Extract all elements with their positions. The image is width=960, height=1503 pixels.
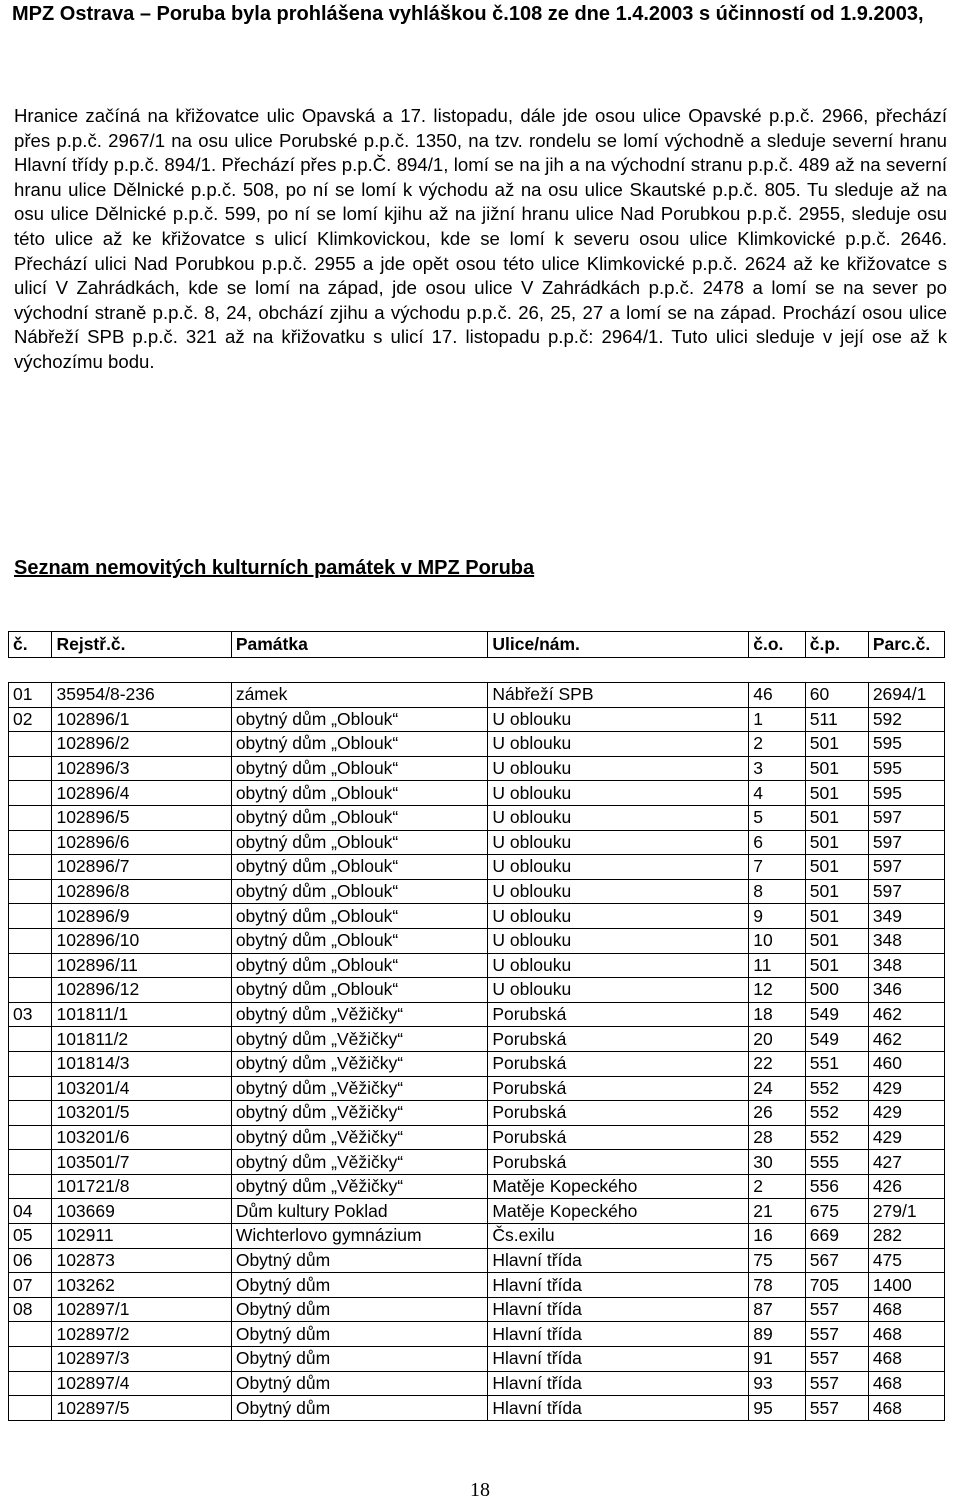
- cell-ulice: Porubská: [488, 1150, 749, 1175]
- document-title: MPZ Ostrava – Poruba byla prohlášena vyhláškou č.108 ze dne 1.4.2003 s účinností od 1.9.2003,: [12, 3, 924, 25]
- cell-cislo: [9, 805, 52, 830]
- cell-ulice: U oblouku: [488, 953, 749, 978]
- cell-pamatka: obytný dům „Věžičky“: [231, 1150, 488, 1175]
- cell-pamatka: Obytný dům: [231, 1371, 488, 1396]
- table-row: [9, 1322, 945, 1347]
- cell-cp: 549: [805, 1002, 868, 1027]
- cell-ulice: Hlavní třída: [488, 1248, 749, 1273]
- cell-pamatka: Obytný dům: [231, 1347, 488, 1372]
- header-cp: č.p.: [805, 632, 868, 658]
- table-row: [9, 953, 945, 978]
- cell-pamatka: obytný dům „Oblouk“: [231, 830, 488, 855]
- cell-pamatka: Obytný dům: [231, 1273, 488, 1298]
- cell-parc: 462: [868, 1027, 944, 1052]
- cell-cp: 501: [805, 855, 868, 880]
- cell-cislo: [9, 830, 52, 855]
- cell-ulice: Nábřeží SPB: [488, 683, 749, 708]
- cell-cislo: [9, 1371, 52, 1396]
- cell-pamatka: obytný dům „Oblouk“: [231, 756, 488, 781]
- cell-rejstrik: 101811/2: [52, 1027, 231, 1052]
- cell-co: 22: [749, 1051, 806, 1076]
- table-row: [9, 1248, 945, 1273]
- cell-cislo: [9, 781, 52, 806]
- cell-cp: 705: [805, 1273, 868, 1298]
- cell-rejstrik: 103201/4: [52, 1076, 231, 1101]
- cell-pamatka: obytný dům „Věžičky“: [231, 1125, 488, 1150]
- cell-parc: 282: [868, 1224, 944, 1249]
- cell-pamatka: obytný dům „Oblouk“: [231, 928, 488, 953]
- cell-cp: 501: [805, 805, 868, 830]
- section-heading: Seznam nemovitých kulturních památek v MPZ Poruba: [14, 557, 535, 579]
- cell-parc: 597: [868, 879, 944, 904]
- table-header-row: [9, 632, 945, 658]
- cell-ulice: U oblouku: [488, 978, 749, 1003]
- table-row: [9, 1076, 945, 1101]
- cell-rejstrik: 102911: [52, 1224, 231, 1249]
- cell-rejstrik: 103669: [52, 1199, 231, 1224]
- cell-parc: 462: [868, 1002, 944, 1027]
- cell-pamatka: Obytný dům: [231, 1322, 488, 1347]
- table-row: [9, 732, 945, 757]
- cell-rejstrik: 102897/4: [52, 1371, 231, 1396]
- cell-parc: 597: [868, 805, 944, 830]
- cell-co: 20: [749, 1027, 806, 1052]
- cell-co: 89: [749, 1322, 806, 1347]
- cell-co: 30: [749, 1150, 806, 1175]
- header-cislo: č.: [9, 632, 52, 658]
- cell-cislo: [9, 855, 52, 880]
- table-row: [9, 855, 945, 880]
- cell-rejstrik: 101721/8: [52, 1174, 231, 1199]
- cell-ulice: U oblouku: [488, 781, 749, 806]
- cell-ulice: U oblouku: [488, 707, 749, 732]
- cell-pamatka: obytný dům „Oblouk“: [231, 732, 488, 757]
- cell-ulice: Hlavní třída: [488, 1371, 749, 1396]
- cell-cislo: [9, 1125, 52, 1150]
- cell-cislo: [9, 928, 52, 953]
- cell-pamatka: obytný dům „Věžičky“: [231, 1101, 488, 1126]
- cell-co: 8: [749, 879, 806, 904]
- cell-co: 2: [749, 732, 806, 757]
- cell-rejstrik: 102896/3: [52, 756, 231, 781]
- cell-pamatka: obytný dům „Oblouk“: [231, 953, 488, 978]
- cell-co: 24: [749, 1076, 806, 1101]
- table-row: [9, 1224, 945, 1249]
- table-row: [9, 879, 945, 904]
- cell-rejstrik: 102897/2: [52, 1322, 231, 1347]
- cell-pamatka: Wichterlovo gymnázium: [231, 1224, 488, 1249]
- header-co: č.o.: [749, 632, 806, 658]
- cell-pamatka: obytný dům „Věžičky“: [231, 1027, 488, 1052]
- header-parc: Parc.č.: [868, 632, 944, 658]
- cell-co: 93: [749, 1371, 806, 1396]
- cell-pamatka: obytný dům „Věžičky“: [231, 1174, 488, 1199]
- cell-cislo: [9, 1174, 52, 1199]
- cell-co: 75: [749, 1248, 806, 1273]
- header-rejstrik: Rejstř.č.: [52, 632, 231, 658]
- cell-rejstrik: 102897/3: [52, 1347, 231, 1372]
- cell-cp: 556: [805, 1174, 868, 1199]
- cell-cp: 500: [805, 978, 868, 1003]
- cell-pamatka: Dům kultury Poklad: [231, 1199, 488, 1224]
- cell-pamatka: obytný dům „Oblouk“: [231, 855, 488, 880]
- table-row: [9, 756, 945, 781]
- table-row: [9, 1125, 945, 1150]
- cell-cislo: [9, 1322, 52, 1347]
- cell-co: 16: [749, 1224, 806, 1249]
- cell-co: 46: [749, 683, 806, 708]
- cell-cp: 557: [805, 1371, 868, 1396]
- table-row: [9, 1371, 945, 1396]
- cell-cislo: [9, 1396, 52, 1421]
- cell-pamatka: zámek: [231, 683, 488, 708]
- cell-cislo: [9, 1101, 52, 1126]
- cell-ulice: U oblouku: [488, 855, 749, 880]
- cell-cp: 511: [805, 707, 868, 732]
- cell-cp: 501: [805, 732, 868, 757]
- table-row: [9, 1396, 945, 1421]
- cell-parc: 348: [868, 953, 944, 978]
- cell-ulice: Porubská: [488, 1101, 749, 1126]
- cell-rejstrik: 102873: [52, 1248, 231, 1273]
- cell-parc: 1400: [868, 1273, 944, 1298]
- table-row: [9, 683, 945, 708]
- cell-rejstrik: 102896/10: [52, 928, 231, 953]
- cell-co: 10: [749, 928, 806, 953]
- cell-co: 78: [749, 1273, 806, 1298]
- cell-co: 87: [749, 1297, 806, 1322]
- cell-co: 18: [749, 1002, 806, 1027]
- cell-co: 3: [749, 756, 806, 781]
- cell-cislo: 08: [9, 1297, 52, 1322]
- cell-parc: 468: [868, 1396, 944, 1421]
- cell-parc: 460: [868, 1051, 944, 1076]
- cell-co: 21: [749, 1199, 806, 1224]
- cell-cislo: [9, 1347, 52, 1372]
- cell-cp: 669: [805, 1224, 868, 1249]
- cell-parc: 429: [868, 1125, 944, 1150]
- cell-parc: 348: [868, 928, 944, 953]
- cell-co: 6: [749, 830, 806, 855]
- cell-pamatka: obytný dům „Oblouk“: [231, 707, 488, 732]
- cell-ulice: Hlavní třída: [488, 1273, 749, 1298]
- cell-parc: 279/1: [868, 1199, 944, 1224]
- cell-ulice: U oblouku: [488, 904, 749, 929]
- cell-cp: 501: [805, 928, 868, 953]
- cell-ulice: Hlavní třída: [488, 1297, 749, 1322]
- cell-cislo: 01: [9, 683, 52, 708]
- table-row: [9, 805, 945, 830]
- cell-cp: 60: [805, 683, 868, 708]
- cell-ulice: Porubská: [488, 1051, 749, 1076]
- cell-rejstrik: 102896/12: [52, 978, 231, 1003]
- cell-cp: 675: [805, 1199, 868, 1224]
- table-row: [9, 1150, 945, 1175]
- cell-cislo: 04: [9, 1199, 52, 1224]
- cell-cislo: [9, 756, 52, 781]
- header-ulice: Ulice/nám.: [488, 632, 749, 658]
- cell-rejstrik: 103201/6: [52, 1125, 231, 1150]
- table-row: [9, 707, 945, 732]
- cell-rejstrik: 103201/5: [52, 1101, 231, 1126]
- cell-rejstrik: 101814/3: [52, 1051, 231, 1076]
- cell-parc: 595: [868, 756, 944, 781]
- cell-rejstrik: 102896/8: [52, 879, 231, 904]
- cell-co: 11: [749, 953, 806, 978]
- cell-rejstrik: 102896/7: [52, 855, 231, 880]
- cell-rejstrik: 35954/8-236: [52, 683, 231, 708]
- cell-co: 12: [749, 978, 806, 1003]
- cell-rejstrik: 102896/4: [52, 781, 231, 806]
- cell-parc: 468: [868, 1347, 944, 1372]
- cell-pamatka: obytný dům „Oblouk“: [231, 879, 488, 904]
- cell-cp: 551: [805, 1051, 868, 1076]
- cell-ulice: Porubská: [488, 1125, 749, 1150]
- cell-cp: 557: [805, 1347, 868, 1372]
- table-row: [9, 1174, 945, 1199]
- cell-cislo: [9, 1051, 52, 1076]
- cell-parc: 468: [868, 1297, 944, 1322]
- table-row: [9, 830, 945, 855]
- cell-pamatka: Obytný dům: [231, 1297, 488, 1322]
- cell-pamatka: Obytný dům: [231, 1396, 488, 1421]
- table-spacer-row: [9, 658, 945, 683]
- cell-rejstrik: 102896/2: [52, 732, 231, 757]
- cell-cislo: 06: [9, 1248, 52, 1273]
- cell-cp: 549: [805, 1027, 868, 1052]
- cell-rejstrik: 102897/1: [52, 1297, 231, 1322]
- cell-parc: 468: [868, 1371, 944, 1396]
- cell-cislo: [9, 879, 52, 904]
- cell-cislo: 03: [9, 1002, 52, 1027]
- cell-parc: 346: [868, 978, 944, 1003]
- cell-co: 28: [749, 1125, 806, 1150]
- cell-ulice: Čs.exilu: [488, 1224, 749, 1249]
- cell-parc: 429: [868, 1076, 944, 1101]
- cell-ulice: U oblouku: [488, 756, 749, 781]
- cell-cislo: [9, 953, 52, 978]
- cell-cp: 501: [805, 904, 868, 929]
- cell-cp: 557: [805, 1322, 868, 1347]
- cell-ulice: Matěje Kopeckého: [488, 1174, 749, 1199]
- cell-pamatka: obytný dům „Oblouk“: [231, 805, 488, 830]
- cell-parc: 597: [868, 830, 944, 855]
- cell-pamatka: obytný dům „Věžičky“: [231, 1002, 488, 1027]
- cell-rejstrik: 102896/6: [52, 830, 231, 855]
- cell-co: 4: [749, 781, 806, 806]
- cell-co: 7: [749, 855, 806, 880]
- cell-rejstrik: 102896/11: [52, 953, 231, 978]
- cell-ulice: U oblouku: [488, 732, 749, 757]
- cell-cislo: 07: [9, 1273, 52, 1298]
- cell-pamatka: obytný dům „Oblouk“: [231, 904, 488, 929]
- cell-ulice: U oblouku: [488, 805, 749, 830]
- cell-co: 9: [749, 904, 806, 929]
- cell-pamatka: Obytný dům: [231, 1248, 488, 1273]
- table-row: [9, 781, 945, 806]
- cell-co: 2: [749, 1174, 806, 1199]
- table-row: [9, 1051, 945, 1076]
- table-row: [9, 1027, 945, 1052]
- table-row: [9, 1347, 945, 1372]
- cell-ulice: U oblouku: [488, 879, 749, 904]
- cell-cp: 555: [805, 1150, 868, 1175]
- cell-ulice: U oblouku: [488, 830, 749, 855]
- table-row: [9, 904, 945, 929]
- cell-co: 1: [749, 707, 806, 732]
- cell-cislo: [9, 1150, 52, 1175]
- cell-co: 5: [749, 805, 806, 830]
- cell-ulice: Hlavní třída: [488, 1347, 749, 1372]
- cell-rejstrik: 103262: [52, 1273, 231, 1298]
- page-number: 18: [470, 1479, 490, 1501]
- cell-cp: 552: [805, 1101, 868, 1126]
- cell-parc: 2694/1: [868, 683, 944, 708]
- cell-parc: 429: [868, 1101, 944, 1126]
- cell-parc: 468: [868, 1322, 944, 1347]
- cell-cislo: [9, 1027, 52, 1052]
- cell-cp: 557: [805, 1297, 868, 1322]
- monuments-table: [8, 631, 945, 1421]
- cell-rejstrik: 102896/1: [52, 707, 231, 732]
- header-pamatka: Památka: [231, 632, 488, 658]
- table-row: [9, 1101, 945, 1126]
- cell-parc: 426: [868, 1174, 944, 1199]
- cell-cp: 557: [805, 1396, 868, 1421]
- cell-rejstrik: 102897/5: [52, 1396, 231, 1421]
- cell-rejstrik: 102896/5: [52, 805, 231, 830]
- table-row: [9, 1297, 945, 1322]
- cell-cp: 552: [805, 1125, 868, 1150]
- cell-ulice: Porubská: [488, 1027, 749, 1052]
- table-row: [9, 1273, 945, 1298]
- cell-cislo: [9, 1076, 52, 1101]
- cell-cislo: 02: [9, 707, 52, 732]
- cell-pamatka: obytný dům „Oblouk“: [231, 978, 488, 1003]
- cell-cislo: [9, 732, 52, 757]
- table-body: [9, 658, 945, 1421]
- cell-ulice: Porubská: [488, 1076, 749, 1101]
- cell-parc: 595: [868, 781, 944, 806]
- table-row: [9, 928, 945, 953]
- cell-cp: 501: [805, 756, 868, 781]
- cell-rejstrik: 101811/1: [52, 1002, 231, 1027]
- boundary-description: Hranice začíná na křižovatce ulic Opavská a 17. listopadu, dále jde osou ulice Opavské p.p.č. 2966, přechází přes p.p.č. 2967/1 na osu ulice Porubské p.p.č. 1350, na tzv. rondelu se lomí východně a sleduje severní hranu Hlavní třídy p.p.č. 894/1. Přechází přes p.p.Č. 894/1, lomí se na jih a na východní stranu p.p.č. 489 až na severní hranu ulice Dělnické p.p.č. 508, po ní se lomí k východu až na osu ulice Skautské p.p.č. 805. Tu sleduje až na osu ulice Dělnické p.p.č. 599, po ní se lomí kjihu až na jižní hranu ulice Nad Porubkou p.p.č. 2955, sleduje osu této ulice až ke křižovatce s ulicí Klimkovickou, kde se lomí k severu osou ulice Klimkovické p.p.č. 2646. Přechází ulici Nad Porubkou p.p.č. 2955 a jde opět osou této ulice Klimkovické p.p.č. 2624 až ke křižovatce s ulicí V Zahrádkách, kde se lomí na západ, jde osou ulice V Zahrádkách p.p.č. 2478 a lomí se na sever po východní straně p.p.č. 8, 24, obchází zjihu a východu p.p.č. 26, 25, 27 a lomí se na západ. Prochází osou ulice Nábřeží SPB p.p.č. 321 až na křižovatku s ulicí 17. listopadu p.p.č: 2964/1. Tuto ulici sleduje v její ose až k výchozímu bodu.: [14, 105, 947, 372]
- table-row: [9, 1002, 945, 1027]
- cell-cp: 552: [805, 1076, 868, 1101]
- table-row: [9, 978, 945, 1003]
- cell-pamatka: obytný dům „Oblouk“: [231, 781, 488, 806]
- cell-co: 91: [749, 1347, 806, 1372]
- cell-rejstrik: 102896/9: [52, 904, 231, 929]
- cell-ulice: Matěje Kopeckého: [488, 1199, 749, 1224]
- cell-cp: 501: [805, 830, 868, 855]
- cell-pamatka: obytný dům „Věžičky“: [231, 1076, 488, 1101]
- table-row: [9, 1199, 945, 1224]
- cell-cp: 501: [805, 781, 868, 806]
- cell-pamatka: obytný dům „Věžičky“: [231, 1051, 488, 1076]
- cell-cislo: [9, 978, 52, 1003]
- cell-parc: 597: [868, 855, 944, 880]
- cell-ulice: U oblouku: [488, 928, 749, 953]
- cell-cp: 567: [805, 1248, 868, 1273]
- cell-parc: 427: [868, 1150, 944, 1175]
- cell-parc: 595: [868, 732, 944, 757]
- cell-cp: 501: [805, 953, 868, 978]
- cell-parc: 349: [868, 904, 944, 929]
- cell-co: 95: [749, 1396, 806, 1421]
- cell-cislo: [9, 904, 52, 929]
- cell-ulice: Hlavní třída: [488, 1396, 749, 1421]
- cell-cp: 501: [805, 879, 868, 904]
- cell-ulice: Porubská: [488, 1002, 749, 1027]
- cell-parc: 475: [868, 1248, 944, 1273]
- cell-parc: 592: [868, 707, 944, 732]
- cell-cislo: 05: [9, 1224, 52, 1249]
- cell-co: 26: [749, 1101, 806, 1126]
- cell-ulice: Hlavní třída: [488, 1322, 749, 1347]
- cell-rejstrik: 103501/7: [52, 1150, 231, 1175]
